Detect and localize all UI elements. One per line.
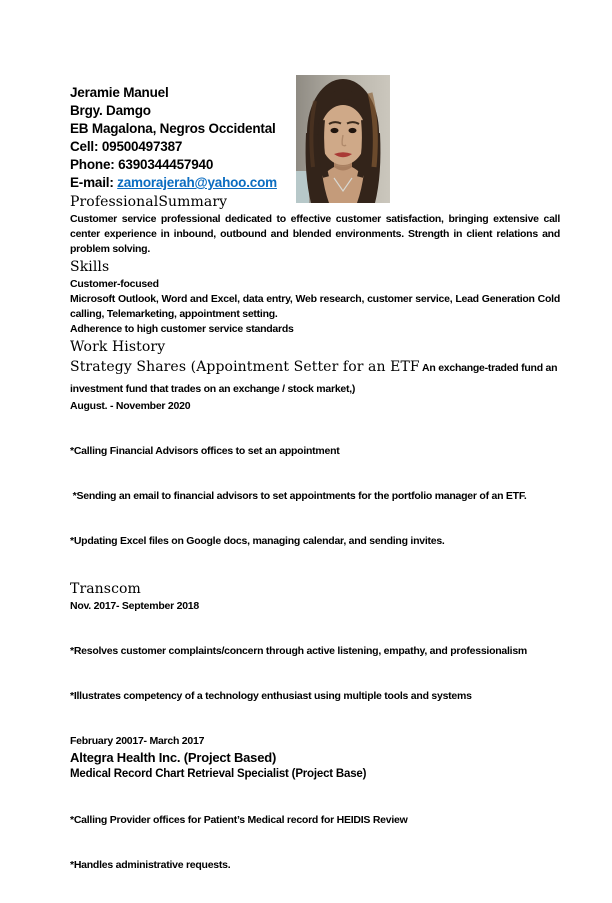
cell-line <box>70 138 560 156</box>
work-history-heading: Work History <box>70 339 166 355</box>
job1-company: Strategy Shares (Appointment Setter for an ETF <box>70 359 420 375</box>
job1-bullets <box>70 414 560 579</box>
bullet-line: *Illustrates competency of a technology enthusiast using multiple tools and systems <box>70 690 472 702</box>
job3-bullets <box>70 783 560 903</box>
email-link[interactable]: zamorajerah@yahoo.com <box>117 175 277 190</box>
cell-number: 09500497387 <box>101 139 183 154</box>
job3-company: Altegra Health Inc. (Project Based) <box>70 750 277 765</box>
summary-heading: ProfessionalSummary <box>70 194 228 210</box>
skill-line: Microsoft Outlook, Word and Excel, data entry, Web research, customer service, Lead Generation Cold calling, Telemarketing, appointment setting. <box>70 293 560 320</box>
email-label: E-mail: <box>70 175 114 190</box>
summary-text: Customer service professional dedicated to effective customer satisfaction, bringing extensive call center experience in inbound, outbound and blended environments. Strength in client relations and problem solving. <box>70 213 560 255</box>
skills-list <box>70 277 560 337</box>
cell-label: Cell: <box>70 139 99 154</box>
email-line <box>70 174 560 192</box>
bullet-line: *Updating Excel files on Google docs, managing calendar, and sending invites. <box>70 535 445 547</box>
skill-line: Customer-focused <box>70 278 159 290</box>
address-line-2: EB Magalona, Negros Occidental <box>70 121 276 136</box>
phone-label: Phone: <box>70 157 115 172</box>
phone-line <box>70 156 560 174</box>
job2-bullets <box>70 614 560 734</box>
bullet-line: *Sending an email to financial advisors to set appointments for the portfolio manager of an ETF. <box>70 490 527 502</box>
job3-role: Medical Record Chart Retrieval Specialist (Project Base) <box>70 768 367 780</box>
address-line-1: Brgy. Damgo <box>70 103 151 118</box>
person-name: Jeramie Manuel <box>70 85 169 100</box>
bullet-line: *Resolves customer complaints/concern through active listening, empathy, and professionalism <box>70 645 528 657</box>
job1-title-line <box>70 357 560 399</box>
job3-dates: February 20017- March 2017 <box>70 735 205 747</box>
job2-company: Transcom <box>70 581 141 597</box>
bullet-line: *Calling Financial Advisors offices to set an appointment <box>70 445 340 457</box>
job2-dates: Nov. 2017- September 2018 <box>70 600 199 612</box>
skill-line: Adherence to high customer service standards <box>70 323 294 335</box>
bullet-line: *Handles administrative requests. <box>70 859 231 871</box>
skills-heading: Skills <box>70 259 110 275</box>
contact-block <box>70 84 560 192</box>
job1-dates: August. - November 2020 <box>70 400 191 412</box>
job1-title-note: An exchange-traded fund an investment fund that trades on an exchange / stock market,) <box>70 362 558 395</box>
resume-content <box>70 84 560 903</box>
bullet-line: *Calling Provider offices for Patient’s Medical record for HEIDIS Review <box>70 814 408 826</box>
phone-number: 6390344457940 <box>118 157 214 172</box>
